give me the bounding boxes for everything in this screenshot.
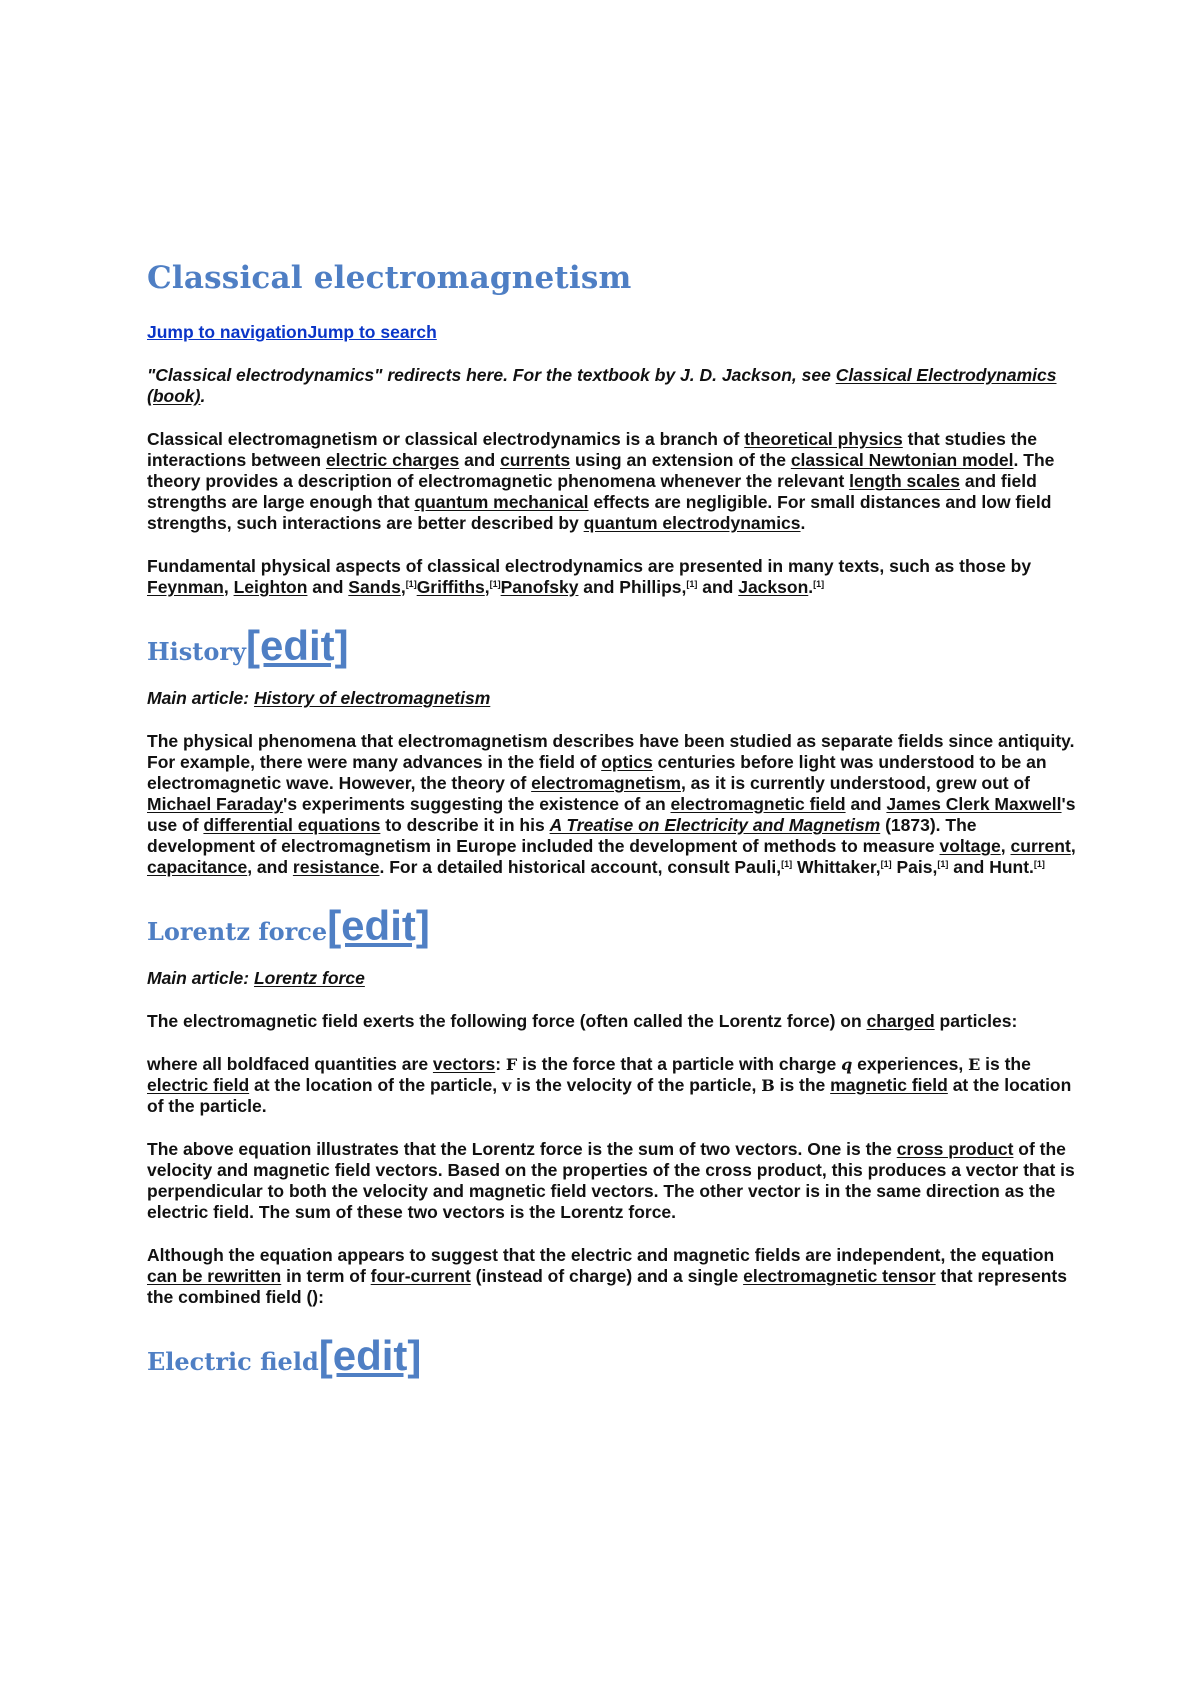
intro-paragraph: Classical electromagnetism or classical electrodynamics is a branch of theoretical physics that studies the interactions between electric charges and currents using an extension of the classical Newtonian model. The theory provides a description of electromagnetic phenomena whenever the relevant length scales and field strengths are large enough that quantum mechanical effects are negligible. For small distances and low field strengths, such interactions are better described by quantum electrodynamics. [147, 429, 1055, 533]
reference-marker[interactable]: [1] [1033, 859, 1045, 869]
link-four-current[interactable]: four-current [370, 1266, 471, 1286]
link-panofsky[interactable]: Panofsky [500, 577, 579, 597]
link-cross-product[interactable]: cross product [896, 1139, 1014, 1159]
link-electromagnetism[interactable]: electromagnetism [531, 773, 681, 793]
link-classical-newtonian-model[interactable]: classical Newtonian model [790, 450, 1014, 470]
lorentz-paragraph-1: The electromagnetic field exerts the following force (often called the Lorentz force) on charged particles: [147, 1011, 1018, 1031]
link-capacitance[interactable]: capacitance [147, 857, 248, 877]
reference-marker[interactable]: [1] [937, 859, 949, 869]
jump-to-navigation-link[interactable]: Jump to navigation [147, 322, 308, 342]
link-electromagnetic-tensor[interactable]: electromagnetic tensor [743, 1266, 936, 1286]
jump-links [147, 322, 1077, 343]
link-treatise[interactable]: A Treatise on Electricity and Magnetism [549, 815, 881, 835]
heading-lorentz-force: Lorentz force[edit] [147, 902, 430, 949]
reference-marker[interactable]: [1] [781, 859, 793, 869]
link-sands[interactable]: Sands [348, 577, 401, 597]
link-griffiths[interactable]: Griffiths [416, 577, 485, 597]
link-vectors[interactable]: vectors [432, 1054, 496, 1074]
link-leighton[interactable]: Leighton [233, 577, 308, 597]
link-currents[interactable]: currents [500, 450, 571, 470]
main-article-history: Main article: History of electromagnetism [147, 688, 491, 708]
reference-marker[interactable]: [1] [813, 579, 825, 589]
link-length-scales[interactable]: length scales [849, 471, 961, 491]
link-can-be-rewritten[interactable]: can be rewritten [147, 1266, 282, 1286]
link-james-clerk-maxwell[interactable]: James Clerk Maxwell [886, 794, 1062, 814]
link-feynman[interactable]: Feynman [147, 577, 224, 597]
link-jackson[interactable]: Jackson [738, 577, 809, 597]
link-charged[interactable]: charged [866, 1011, 935, 1031]
link-quantum-electrodynamics[interactable]: quantum electrodynamics [583, 513, 801, 533]
edit-history-link[interactable]: [edit] [246, 622, 349, 669]
link-current[interactable]: current [1010, 836, 1071, 856]
link-theoretical-physics[interactable]: theoretical physics [744, 429, 903, 449]
heading-history: History[edit] [147, 622, 349, 669]
link-voltage[interactable]: voltage [939, 836, 1001, 856]
link-optics[interactable]: optics [601, 752, 653, 772]
texts-paragraph: Fundamental physical aspects of classical electrodynamics are presented in many texts, such as those by Feynman, Leighton and Sands,[1]Griffiths,[1]Panofsky and Phillips,[1] and Jackson.[1] [147, 556, 1032, 597]
lorentz-paragraph-4: Although the equation appears to suggest that the electric and magnetic fields are independent, the equation can be rewritten in term of four-current (instead of charge) and a single electromagnetic tensor that represents the combined field (): [147, 1245, 1067, 1307]
history-paragraph: The physical phenomena that electromagnetism describes have been studied as separate fields since antiquity. For example, there were many advances in the field of optics centuries before light was understood to be an electromagnetic wave. However, the theory of electromagnetism, as it is currently understood, grew out of Michael Faraday's experiments suggesting the existence of an electromagnetic field and James Clerk Maxwell's use of differential equations to describe it in his A Treatise on Electricity and Magnetism (1873). The development of electromagnetism in Europe included the development of methods to measure voltage, current, capacitance, and resistance. For a detailed historical account, consult Pauli,[1] Whittaker,[1] Pais,[1] and Hunt.[1] [147, 731, 1076, 877]
reference-marker[interactable]: [1] [489, 579, 501, 589]
link-electric-field[interactable]: electric field [147, 1075, 250, 1095]
reference-marker[interactable]: [1] [686, 579, 698, 589]
link-electric-charges[interactable]: electric charges [325, 450, 460, 470]
jump-to-search-link[interactable]: Jump to search [307, 322, 437, 342]
main-article-lorentz: Main article: Lorentz force [147, 968, 365, 988]
article-body [147, 258, 1077, 1398]
link-michael-faraday[interactable]: Michael Faraday [147, 794, 284, 814]
reference-marker[interactable]: [1] [880, 859, 892, 869]
page-title: Classical electromagnetism [147, 260, 632, 296]
link-differential-equations[interactable]: differential equations [203, 815, 381, 835]
edit-lorentz-force-link[interactable]: [edit] [327, 902, 430, 949]
link-resistance[interactable]: resistance [292, 857, 380, 877]
edit-electric-field-link[interactable]: [edit] [318, 1332, 422, 1379]
reference-marker[interactable]: [1] [405, 579, 417, 589]
hatnote: "Classical electrodynamics" redirects here. For the textbook by J. D. Jackson, see Classical Electrodynamics (book). [147, 365, 1057, 406]
hatnote-link[interactable]: Classical Electrodynamics (book) [147, 365, 1057, 406]
lorentz-paragraph-3: The above equation illustrates that the Lorentz force is the sum of two vectors. One is the cross product of the velocity and magnetic field vectors. Based on the properties of the cross product, this produces a vector that is perpendicular to both the velocity and magnetic field vectors. The other vector is in the same direction as the electric field. The sum of these two vectors is the Lorentz force. [147, 1139, 1075, 1222]
link-quantum-mechanical[interactable]: quantum mechanical [414, 492, 589, 512]
link-lorentz-force[interactable]: Lorentz force [253, 968, 365, 988]
heading-electric-field: Electric field[edit] [147, 1332, 422, 1379]
link-electromagnetic-field[interactable]: electromagnetic field [670, 794, 846, 814]
link-magnetic-field[interactable]: magnetic field [830, 1075, 948, 1095]
lorentz-paragraph-2: where all boldfaced quantities are vectors: F is the force that a particle with charge q experiences, E is the electric field at the location of the particle, v is the velocity of the particle, B is the magnetic field at the location of the particle. [147, 1054, 1072, 1116]
link-history-of-electromagnetism[interactable]: History of electromagnetism [253, 688, 491, 708]
